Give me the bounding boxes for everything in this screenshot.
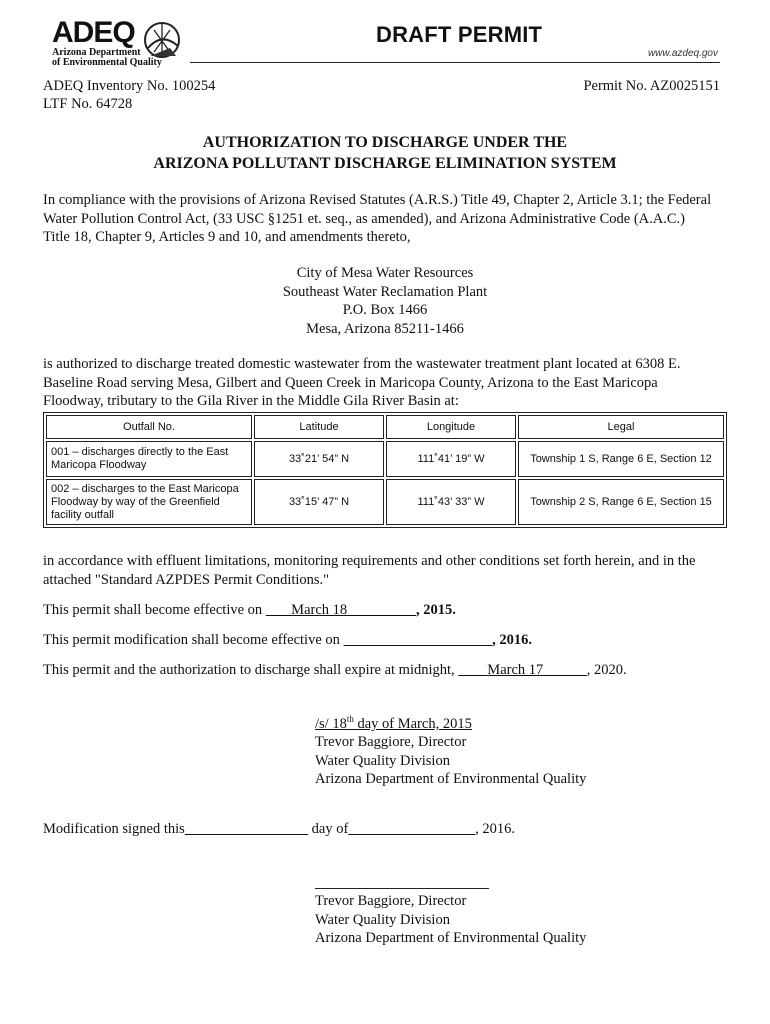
- longitude-value: 111˚43’ 33” W: [386, 479, 516, 525]
- longitude-value: 111˚41’ 19” W: [386, 441, 516, 477]
- po-box: P.O. Box 1466: [342, 302, 428, 318]
- signer-division: Water Quality Division: [315, 752, 450, 769]
- adeq-logo-text: ADEQ: [52, 16, 135, 49]
- outfall-description: 002 – discharges to the East Maricopa Floodway by way of the Greenfield facility outfall: [46, 479, 252, 525]
- effective-date: March 18: [291, 602, 348, 618]
- signer-division: Water Quality Division: [315, 911, 450, 928]
- ltf-number: LTF No. 64728: [43, 96, 133, 112]
- modification-day-blank: [185, 821, 308, 837]
- permittee-name: City of Mesa Water Resources: [296, 265, 474, 281]
- draft-permit-label: DRAFT PERMIT: [376, 22, 543, 47]
- header-outfall: Outfall No.: [46, 415, 252, 439]
- compliance-paragraph: In compliance with the provisions of Arizona Revised Statutes (A.R.S.) Title 49, Chapter 2, Article 3.1; the Federal Water Pollution Control Act, (33 USC §1251 et. seq., as amended), and Arizona Administrative Code (A.A.C.) Title 18, Chapter 9, Articles 9 and 10, and amendments thereto,: [43, 192, 712, 245]
- facility-name: Southeast Water Reclamation Plant: [282, 283, 488, 300]
- legal-description: Township 2 S, Range 6 E, Section 15: [518, 479, 724, 525]
- signature-block-1: [315, 710, 586, 789]
- table-header-row: [46, 415, 724, 439]
- website-link[interactable]: www.azdeq.gov: [647, 48, 718, 59]
- permit-number: Permit No. AZ0025151: [583, 78, 720, 94]
- outfall-description: 001 – discharges directly to the East Maricopa Floodway: [46, 441, 252, 477]
- inventory-number: ADEQ Inventory No. 100254: [43, 78, 216, 94]
- document-title-line-1: AUTHORIZATION TO DISCHARGE UNDER THE: [202, 134, 568, 151]
- legal-description: Township 1 S, Range 6 E, Section 12: [518, 441, 724, 477]
- city-state-zip: Mesa, Arizona 85211-1466: [306, 320, 464, 337]
- table-row: [46, 479, 724, 525]
- header-latitude: Latitude: [254, 415, 384, 439]
- table-row: [46, 441, 724, 477]
- signer-department: Arizona Department of Environmental Quality: [315, 930, 587, 946]
- authorization-paragraph: is authorized to discharge treated domestic wastewater from the wastewater treatment plant located at 6308 E. Baseline Road serving Mesa, Gilbert and Queen Creek in Maricopa County, Arizona to the East Maricopa Floodway, tributary to the Gila River in the Middle Gila River Basin at:: [43, 356, 681, 409]
- modification-signed-line: Modification signed this day of , 2016.: [43, 821, 516, 837]
- signer-name: Trevor Baggiore, Director: [315, 734, 467, 751]
- adeq-logo-subtitle: Arizona Department of Environmental Quality: [52, 47, 162, 68]
- modification-date-blank: [344, 632, 493, 648]
- document-title-line-2: ARIZONA POLLUTANT DISCHARGE ELIMINATION SYSTEM: [153, 155, 617, 172]
- accordance-paragraph: in accordance with effluent limitations, monitoring requirements and other conditions set forth herein, and in the attached "Standard AZPDES Permit Conditions.": [43, 553, 696, 588]
- signed-date: /s/ 18th day of March, 2015: [315, 714, 472, 732]
- header-legal: Legal: [518, 415, 724, 439]
- signature-block-2: [315, 892, 586, 948]
- modification-month-blank: [348, 821, 475, 837]
- signer-department: Arizona Department of Environmental Quality: [315, 771, 587, 788]
- latitude-value: 33˚15’ 47” N: [254, 479, 384, 525]
- effective-date-line: This permit shall become effective on March 18 , 2015.: [43, 602, 456, 618]
- expiration-date: March 17: [487, 662, 544, 678]
- latitude-value: 33˚21’ 54” N: [254, 441, 384, 477]
- signature-line: [315, 888, 489, 889]
- signer-name: Trevor Baggiore, Director: [315, 893, 467, 909]
- permittee-address: [0, 264, 770, 338]
- header-longitude: Longitude: [386, 415, 516, 439]
- modification-date-line: This permit modification shall become effective on , 2016.: [43, 632, 533, 648]
- expiration-date-line: This permit and the authorization to discharge shall expire at midnight, March 17 , 2020.: [43, 662, 627, 678]
- header-divider: [190, 62, 720, 63]
- outfall-table: [43, 412, 727, 528]
